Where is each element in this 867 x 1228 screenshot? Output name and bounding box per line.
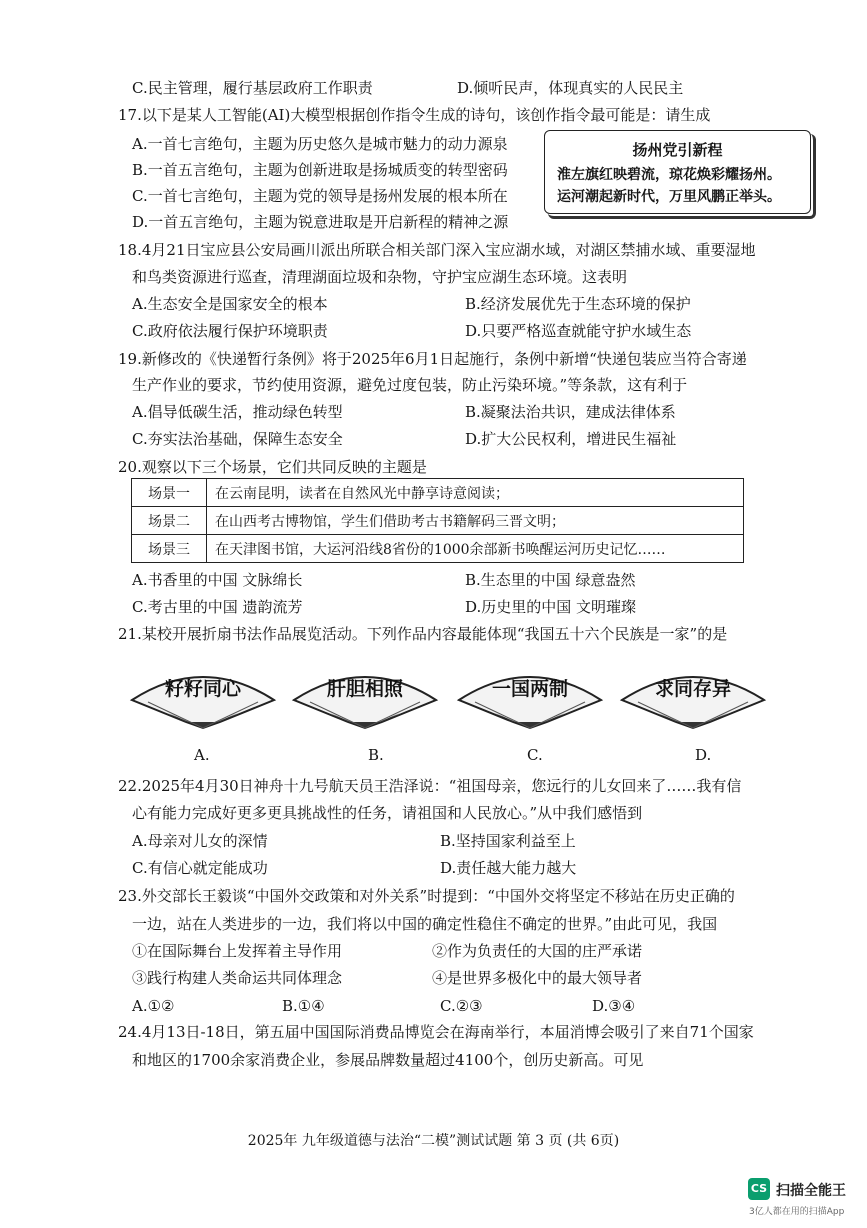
q18-option-a: A.生态安全是国家安全的根本 xyxy=(132,295,328,313)
poem-box xyxy=(544,130,811,214)
q18-stem-line1: 18.4月21日宝应县公安局画川派出所联合相关部门深入宝应湖水域，对湖区禁捕水域、重要湿地 xyxy=(118,241,756,259)
q23-stem-line1: 23.外交部长王毅谈“中国外交政策和对外关系”时提到：“中国外交将坚定不移站在历史正确的 xyxy=(118,887,735,905)
fan-label-d: D. xyxy=(695,746,712,764)
fan-text: 求同存异 xyxy=(654,678,732,700)
fan-text: 肝胆相照 xyxy=(326,678,404,700)
page-footer: 2025年 九年级道德与法治“二模”测试试题 第 3 页 (共 6页) xyxy=(247,1133,620,1149)
q23-option-c: C.②③ xyxy=(440,997,483,1015)
scene-table xyxy=(131,478,744,563)
fan-label-a: A. xyxy=(194,746,210,764)
poem-line-1: 淮左旗红映碧流，琼花焕彩耀扬州。 xyxy=(557,167,781,183)
q19-stem-line1: 19.新修改的《快递暂行条例》将于2025年6月1日起施行，条例中新增“快递包装应当符合寄递 xyxy=(118,350,747,368)
poem-line-2: 运河潮起新时代，万里风鹏正举头。 xyxy=(557,189,781,205)
q23-option-a: A.①② xyxy=(132,997,175,1015)
fan-label-c: C. xyxy=(527,746,543,764)
q19-option-b: B.凝聚法治共识，建成法律体系 xyxy=(465,403,676,421)
q16-option-c: C.民主管理，履行基层政府工作职责 xyxy=(132,79,373,97)
q24-stem-line2: 和地区的1700余家消费企业，参展品牌数量超过4100个，创历史新高。可见 xyxy=(132,1051,644,1069)
q17-option-a: A.一首七言绝句，主题为历史悠久是城市魅力的动力源泉 xyxy=(132,135,508,153)
folding-fan-b xyxy=(290,660,440,730)
q23-stem-line2: 一边，站在人类进步的一边，我们将以中国的确定性稳住不确定的世界。”由此可见，我国 xyxy=(132,915,718,933)
q18-stem-line2: 和鸟类资源进行巡查，清理湖面垃圾和杂物，守护宝应湖生态环境。这表明 xyxy=(132,268,628,286)
q16-option-d: D.倾听民声，体现真实的人民民主 xyxy=(457,79,684,97)
q17-option-c: C.一首七言绝句，主题为党的领导是扬州发展的根本所在 xyxy=(132,187,508,205)
q23-statement-2: ②作为负责任的大国的庄严承诺 xyxy=(432,942,643,960)
scene-text: 在云南昆明，读者在自然风光中静享诗意阅读； xyxy=(207,479,744,507)
q22-option-c: C.有信心就定能成功 xyxy=(132,859,268,877)
q22-stem-line1: 22.2025年4月30日神舟十九号航天员王浩泽说：“祖国母亲，您远行的儿女回来了……我有信 xyxy=(118,777,742,795)
q17-option-b: B.一首五言绝句，主题为创新进取是扬城质变的转型密码 xyxy=(132,161,508,179)
fan-text: 一国两制 xyxy=(491,678,569,700)
q17-option-d: D.一首五言绝句，主题为锐意进取是开启新程的精神之源 xyxy=(132,213,509,231)
poem-title: 扬州党引新程 xyxy=(632,141,723,159)
q22-option-a: A.母亲对儿女的深情 xyxy=(132,832,268,850)
q24-stem-line1: 24.4月13日-18日，第五届中国国际消费品博览会在海南举行，本届消博会吸引了来自71个国家 xyxy=(118,1023,754,1041)
folding-fan-a xyxy=(128,660,278,730)
q19-option-d: D.扩大公民权利，增进民生福祉 xyxy=(465,430,677,448)
folding-fan-c xyxy=(455,660,605,730)
q19-stem-line2: 生产作业的要求，节约使用资源，避免过度包装，防止污染环境。”等条款，这有利于 xyxy=(132,376,688,394)
q20-option-b: B.生态里的中国 绿意盎然 xyxy=(465,571,636,589)
q22-option-b: B.坚持国家利益至上 xyxy=(440,832,576,850)
scene-label: 场景一 xyxy=(132,479,207,507)
q20-option-c: C.考古里的中国 遗韵流芳 xyxy=(132,598,303,616)
q20-option-d: D.历史里的中国 文明璀璨 xyxy=(465,598,637,616)
fan-label-b: B. xyxy=(368,746,384,764)
table-row xyxy=(132,535,744,563)
q23-option-d: D.③④ xyxy=(592,997,636,1015)
scanner-app-tagline: 3亿人都在用的扫描App xyxy=(749,1207,845,1217)
q22-stem-line2: 心有能力完成好更多更具挑战性的任务，请祖国和人民放心。”从中我们感悟到 xyxy=(132,804,643,822)
scanner-app-name: 扫描全能王 xyxy=(776,1183,846,1199)
q23-statement-3: ③践行构建人类命运共同体理念 xyxy=(132,969,343,987)
q20-stem: 20.观察以下三个场景，它们共同反映的主题是 xyxy=(118,458,427,476)
q17-stem: 17.以下是某人工智能(AI)大模型根据创作指令生成的诗句，该创作指令最可能是：请生成 xyxy=(118,106,711,124)
scene-text: 在天津图书馆，大运河沿线8省份的1000余部新书唤醒运河历史记忆…… xyxy=(207,535,744,563)
q23-statement-1: ①在国际舞台上发挥着主导作用 xyxy=(132,942,343,960)
q22-option-d: D.责任越大能力越大 xyxy=(440,859,577,877)
q21-stem: 21.某校开展折扇书法作品展览活动。下列作品内容最能体现“我国五十六个民族是一家”的是 xyxy=(118,625,728,643)
folding-fan-d xyxy=(618,660,768,730)
fan-text: 籽籽同心 xyxy=(164,678,242,700)
table-row xyxy=(132,507,744,535)
q23-option-b: B.①④ xyxy=(282,997,325,1015)
q18-option-c: C.政府依法履行保护环境职责 xyxy=(132,322,328,340)
scene-label: 场景二 xyxy=(132,507,207,535)
q19-option-c: C.夯实法治基础，保障生态安全 xyxy=(132,430,343,448)
scene-label: 场景三 xyxy=(132,535,207,563)
q18-option-b: B.经济发展优先于生态环境的保护 xyxy=(465,295,691,313)
q23-statement-4: ④是世界多极化中的最大领导者 xyxy=(432,969,643,987)
q19-option-a: A.倡导低碳生活，推动绿色转型 xyxy=(132,403,343,421)
q20-option-a: A.书香里的中国 文脉绵长 xyxy=(132,571,303,589)
q18-option-d: D.只要严格巡查就能守护水域生态 xyxy=(465,322,692,340)
table-row xyxy=(132,479,744,507)
camscanner-logo-icon: CS xyxy=(748,1178,770,1200)
scene-text: 在山西考古博物馆，学生们借助考古书籍解码三晋文明； xyxy=(207,507,744,535)
